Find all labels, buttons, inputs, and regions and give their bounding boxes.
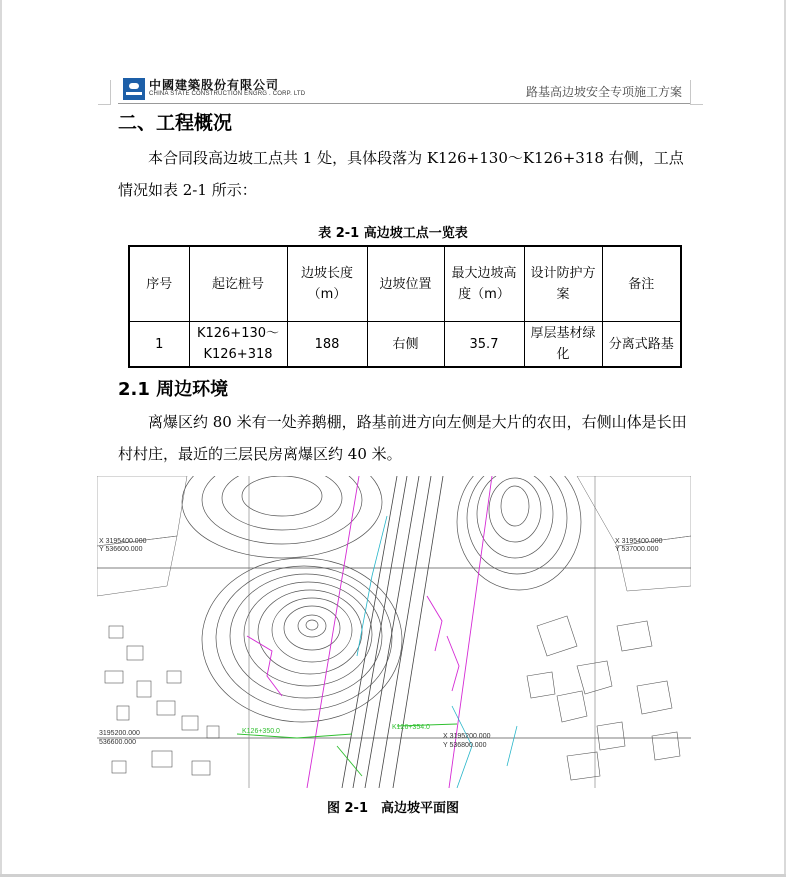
table-cell: 1: [129, 322, 189, 368]
coord-label: X 3195400.000: [615, 538, 663, 545]
figure-caption: 图 2-1 高边坡平面图: [326, 801, 459, 816]
page-edge-left: [0, 0, 2, 877]
coord-label: X 3195200.000: [443, 733, 491, 740]
station-label: K126+350.0: [242, 728, 280, 735]
hill-contours: [202, 558, 402, 722]
company-name-en: CHINA STATE CONSTRUCTION ENGRG . CORP. LTD: [149, 91, 306, 97]
table-row: [129, 322, 681, 368]
company-logo-icon: [123, 78, 145, 100]
coord-label: 3195200.000: [99, 730, 140, 737]
slope-plan-map: [97, 476, 691, 788]
page-header: [118, 74, 690, 104]
table-cell: 分离式路基: [602, 322, 681, 368]
village-buildings-west: [105, 626, 219, 775]
coord-label: 536600.000: [99, 739, 136, 746]
document-title: 路基高边坡安全专项施工方案: [525, 85, 682, 99]
overview-paragraph: 本合同段高边坡工点共 1 处，具体段落为 K126+130～K126+318 右侧，工点情况如表 2-1 所示：: [118, 149, 684, 199]
table-cell: K126+130～K126+318: [189, 322, 287, 368]
margin-mark-right: [690, 80, 703, 105]
coord-label: Y 536600.000: [99, 546, 143, 553]
table-header-row: [129, 246, 681, 322]
table-header-cell: 边坡位置: [367, 246, 444, 322]
east-hill-contours: [457, 476, 581, 590]
table-cell: 厚层基材绿化: [524, 322, 602, 368]
table-header-cell: 备注: [602, 246, 681, 322]
table-cell: 35.7: [444, 322, 524, 368]
table-header-cell: 边坡长度（m）: [287, 246, 367, 322]
table-header-cell: 起讫桩号: [189, 246, 287, 322]
table-header-cell: 设计防护方案: [524, 246, 602, 322]
margin-mark-left: [98, 80, 111, 105]
header-divider: [118, 103, 690, 104]
table-caption: 表 2-1 高边坡工点一览表: [318, 226, 468, 241]
slope-table: [128, 245, 682, 368]
coord-label: Y 537000.000: [615, 546, 659, 553]
company-name-cn: 中國建築股份有限公司: [149, 78, 280, 92]
coord-label: X 3195400.000: [99, 538, 147, 545]
coord-label: Y 536800.000: [443, 742, 487, 749]
table-cell: 188: [287, 322, 367, 368]
table-cell: 右侧: [367, 322, 444, 368]
table-header-cell: 序号: [129, 246, 189, 322]
environment-paragraph: 离爆区约 80 米有一处养鹅棚，路基前进方向左侧是大片的农田，右侧山体是长田村村庄，最近的三层民房离爆区约 40 米。: [118, 413, 687, 463]
drainage-cyan: [357, 516, 517, 788]
slope-plan-drawing: [97, 476, 691, 788]
table-header-cell: 最大边坡高度（m）: [444, 246, 524, 322]
road-corridor: [342, 476, 443, 788]
station-label: K126+354.0: [392, 724, 430, 731]
village-buildings-east: [527, 616, 680, 780]
section-heading-environment: 2.1 周边环境: [118, 379, 229, 400]
section-heading-overview: 二、工程概况: [118, 112, 233, 134]
